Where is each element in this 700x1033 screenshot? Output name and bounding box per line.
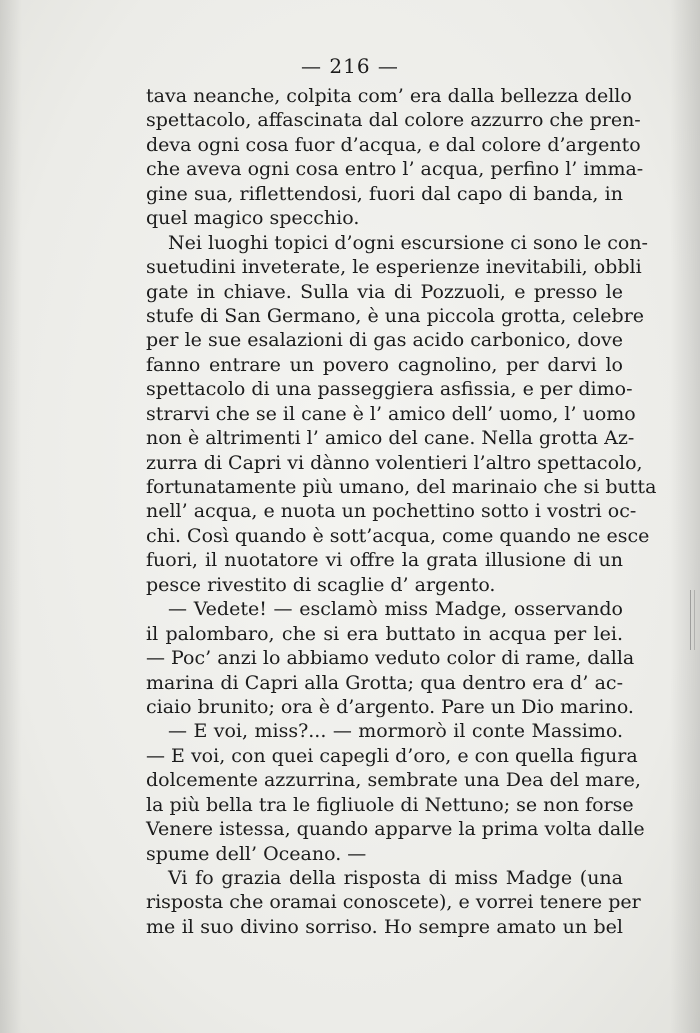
text-line: deva ogni cosa fuor d’acqua, e dal colore d’argento <box>146 133 641 156</box>
text-line: risposta che oramai conoscete), e vorrei tenere per <box>146 891 641 914</box>
text-line: spettacolo, affascinata dal colore azzurro che pren- <box>146 109 641 132</box>
text-line: non è altrimenti l’ amico del cane. Nella grotta Az- <box>146 427 635 450</box>
text-line: suetudini inveterate, le esperienze inevitabili, obbli <box>146 256 642 279</box>
text-line: la più bella tra le figliuole di Nettuno; se non forse <box>146 793 634 816</box>
text-line: — Poc’ anzi lo abbiamo veduto color di rame, dalla <box>146 647 635 670</box>
text-line: quel magico specchio. <box>146 207 360 230</box>
page-left-shadow <box>0 0 22 1033</box>
text-line: spettacolo di una passeggiera asfissia, e per dimo- <box>146 378 633 401</box>
text-line: che aveva ogni cosa entro l’ acqua, perfino l’ imma- <box>146 158 644 181</box>
text-line: marina di Capri alla Grotta; qua dentro era d’ ac- <box>146 671 623 694</box>
page-number: — 216 — <box>301 54 399 78</box>
text-line: ciaio brunito; ora è d’argento. Pare un Dio marino. <box>146 695 634 718</box>
text-line: fanno entrare un povero cagnolino, per darvi lo <box>146 353 623 376</box>
text-line: strarvi che se il cane è l’ amico dell’ uomo, l’ uomo <box>146 402 636 425</box>
text-line: — Vedete! — esclamò miss Madge, osservando <box>168 598 623 621</box>
text-line: — E voi, con quei capegli d’oro, e con quella figura <box>146 744 638 767</box>
page-right-shadow <box>670 0 700 1033</box>
text-line: nell’ acqua, e nuota un pochettino sotto i vostri oc- <box>146 500 637 523</box>
text-line: spume dell’ Oceano. — <box>146 842 367 865</box>
text-line: fortunatamente più umano, del marinaio che si butta <box>146 476 657 498</box>
text-line: zurra di Capri vi dànno volentieri l’altro spettacolo, <box>146 451 643 474</box>
text-line: per le sue esalazioni di gas acido carbonico, dove <box>146 329 623 352</box>
text-line: il palombaro, che si era buttato in acqua per lei. <box>146 622 623 645</box>
text-line: pesce rivestito di scaglie d’ argento. <box>146 573 496 596</box>
text-line: fuori, il nuotatore vi offre la grata illusione di un <box>146 549 623 572</box>
text-line: Venere istessa, quando apparve la prima volta dalle <box>146 818 645 841</box>
text-line: stufe di San Germano, è una piccola grotta, celebre <box>146 304 645 327</box>
binding-mark <box>690 590 695 650</box>
body-text <box>146 84 657 939</box>
text-line: gine sua, riflettendosi, fuori dal capo di banda, in <box>146 182 623 205</box>
text-line: dolcemente azzurrina, sembrate una Dea del mare, <box>146 769 641 792</box>
text-line: — E voi, miss?... — mormorò il conte Massimo. <box>168 720 623 743</box>
text-line: tava neanche, colpita com’ era dalla bellezza dello <box>146 85 632 107</box>
text-line: gate in chiave. Sulla via di Pozzuoli, e presso le <box>146 280 623 303</box>
text-line: Nei luoghi topici d’ogni escursione ci sono le con- <box>168 231 648 254</box>
text-line: me il suo divino sorriso. Ho sempre amato un bel <box>146 915 623 938</box>
text-line: chi. Così quando è sott’acqua, come quando ne esce <box>146 524 650 547</box>
text-line: Vi fo grazia della risposta di miss Madge (una <box>168 867 623 889</box>
